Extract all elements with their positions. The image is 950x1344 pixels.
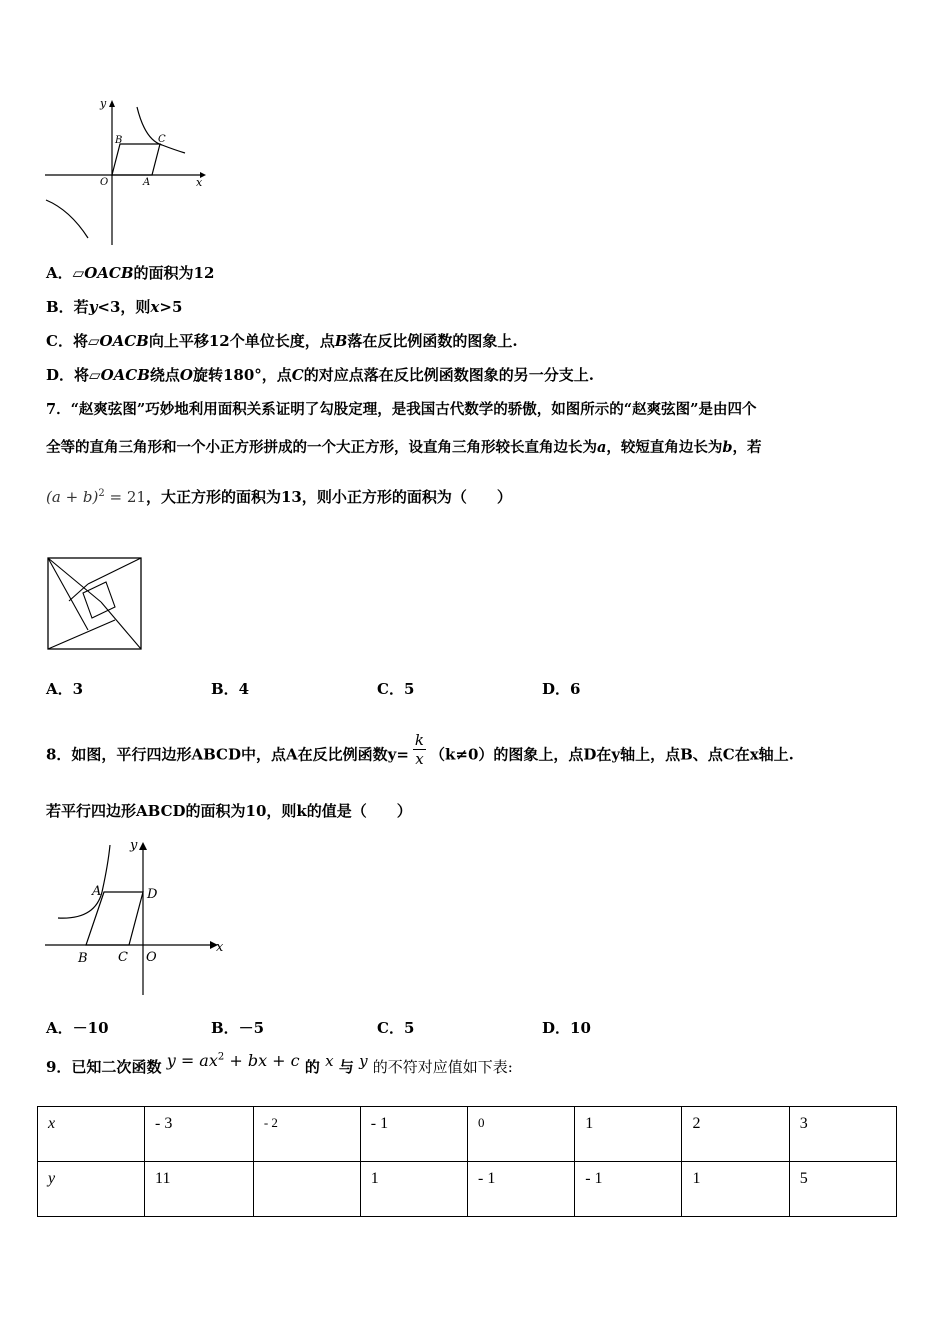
table-cell: - 1: [467, 1162, 574, 1217]
q8-line1: 8．如图，平行四边形ABCD中，点A在反比例函数y= $\frac{k}{x}$ （k≠0）的图象上，点D在y轴上，点B、点C在x轴上.: [46, 731, 794, 768]
table-cell: - 1: [360, 1107, 467, 1162]
table-cell: 0: [467, 1107, 574, 1162]
table-cell: [253, 1162, 360, 1217]
hyperbola-lower: [46, 200, 88, 238]
q6-option-a: A．▱OACB的面积为12: [46, 264, 215, 282]
table-cell: 5: [789, 1162, 896, 1217]
table-row-x: [38, 1107, 897, 1162]
q8-figure: [40, 835, 230, 1000]
q8-option-c: C．5: [377, 1019, 415, 1037]
parallelogram-abcd: [86, 892, 143, 945]
q7-option-b: B．4: [211, 680, 250, 698]
q9-value-table: [37, 1106, 897, 1217]
hyperbola-upper: [137, 107, 185, 153]
q6-option-b: B．若y<3，则x>5: [46, 298, 183, 316]
svg-text:y: y: [130, 838, 138, 853]
q7-option-a: A．3: [46, 680, 84, 698]
a-label: A: [143, 177, 151, 188]
q6-option-c: C．将▱OACB向上平移12个单位长度，点B落在反比例函数的图象上.: [46, 332, 518, 350]
q9-formula: $y = ax^2$ + bx + c: [166, 1051, 300, 1070]
o-label: O: [100, 177, 109, 188]
q8-line2: 若平行四边形ABCD的面积为10，则k的值是（ ）: [46, 802, 412, 820]
parallelogram-oacb: [112, 144, 160, 175]
q8-option-b: B．－5: [211, 1019, 265, 1037]
y-arrow: [109, 100, 115, 107]
q7-line2: 全等的直角三角形和一个小正方形拼成的一个大正方形，设直角三角形较长直角边长为a，较短直角边长为b，若: [46, 439, 762, 456]
table-cell: 3: [789, 1107, 896, 1162]
q8-option-a: A．－10: [46, 1019, 109, 1037]
q7-option-c: C．5: [377, 680, 415, 698]
q7-line1: 7．“赵爽弦图”巧妙地利用面积关系证明了勾股定理，是我国古代数学的骄傲，如图所示的“赵爽弦图”是由四个: [46, 401, 757, 418]
y-label: y: [100, 97, 107, 110]
table-cell: 11: [145, 1162, 254, 1217]
table-cell: 1: [360, 1162, 467, 1217]
svg-text:D: D: [147, 887, 158, 902]
q7-option-d: D．6: [542, 680, 581, 698]
table-row-y: [38, 1162, 897, 1217]
svg-text:A: A: [92, 884, 102, 899]
c-label: C: [158, 134, 166, 145]
table-cell: - 3: [145, 1107, 254, 1162]
q6-option-d: D．将▱OACB绕点O旋转180°，点C的对应点落在反比例函数图象的另一分支上.: [46, 366, 594, 384]
table-cell: - 1: [575, 1162, 682, 1217]
q7-line3: $(a + b)^2 = 21$，大正方形的面积为13，则小正方形的面积为（ ）: [46, 488, 512, 506]
svg-text:O: O: [146, 950, 157, 965]
table-cell: x: [38, 1107, 145, 1162]
table-cell: 2: [682, 1107, 789, 1162]
q8-option-d: D．10: [542, 1019, 591, 1037]
x-label: x: [196, 176, 203, 189]
q6-figure: [40, 95, 215, 250]
table-cell: - 2: [253, 1107, 360, 1162]
q9-stem: 9．已知二次函数 $y = ax^2$ + bx + c 的 x 与 y 的不符对应值如下表:: [46, 1051, 513, 1076]
svg-text:B: B: [78, 951, 88, 966]
hyperbola: [58, 845, 110, 918]
table-cell: y: [38, 1162, 145, 1217]
q7-formula: $(a + b)^2 = 21$: [46, 488, 146, 506]
q8-fraction: $\frac{k}{x}$: [414, 731, 424, 768]
table-cell: 1: [682, 1162, 789, 1217]
svg-text:C: C: [118, 950, 128, 965]
big-square: [48, 558, 141, 649]
svg-text:x: x: [216, 940, 224, 955]
table-cell: 1: [575, 1107, 682, 1162]
b-label: B: [115, 135, 123, 146]
q7-figure: [45, 555, 145, 653]
